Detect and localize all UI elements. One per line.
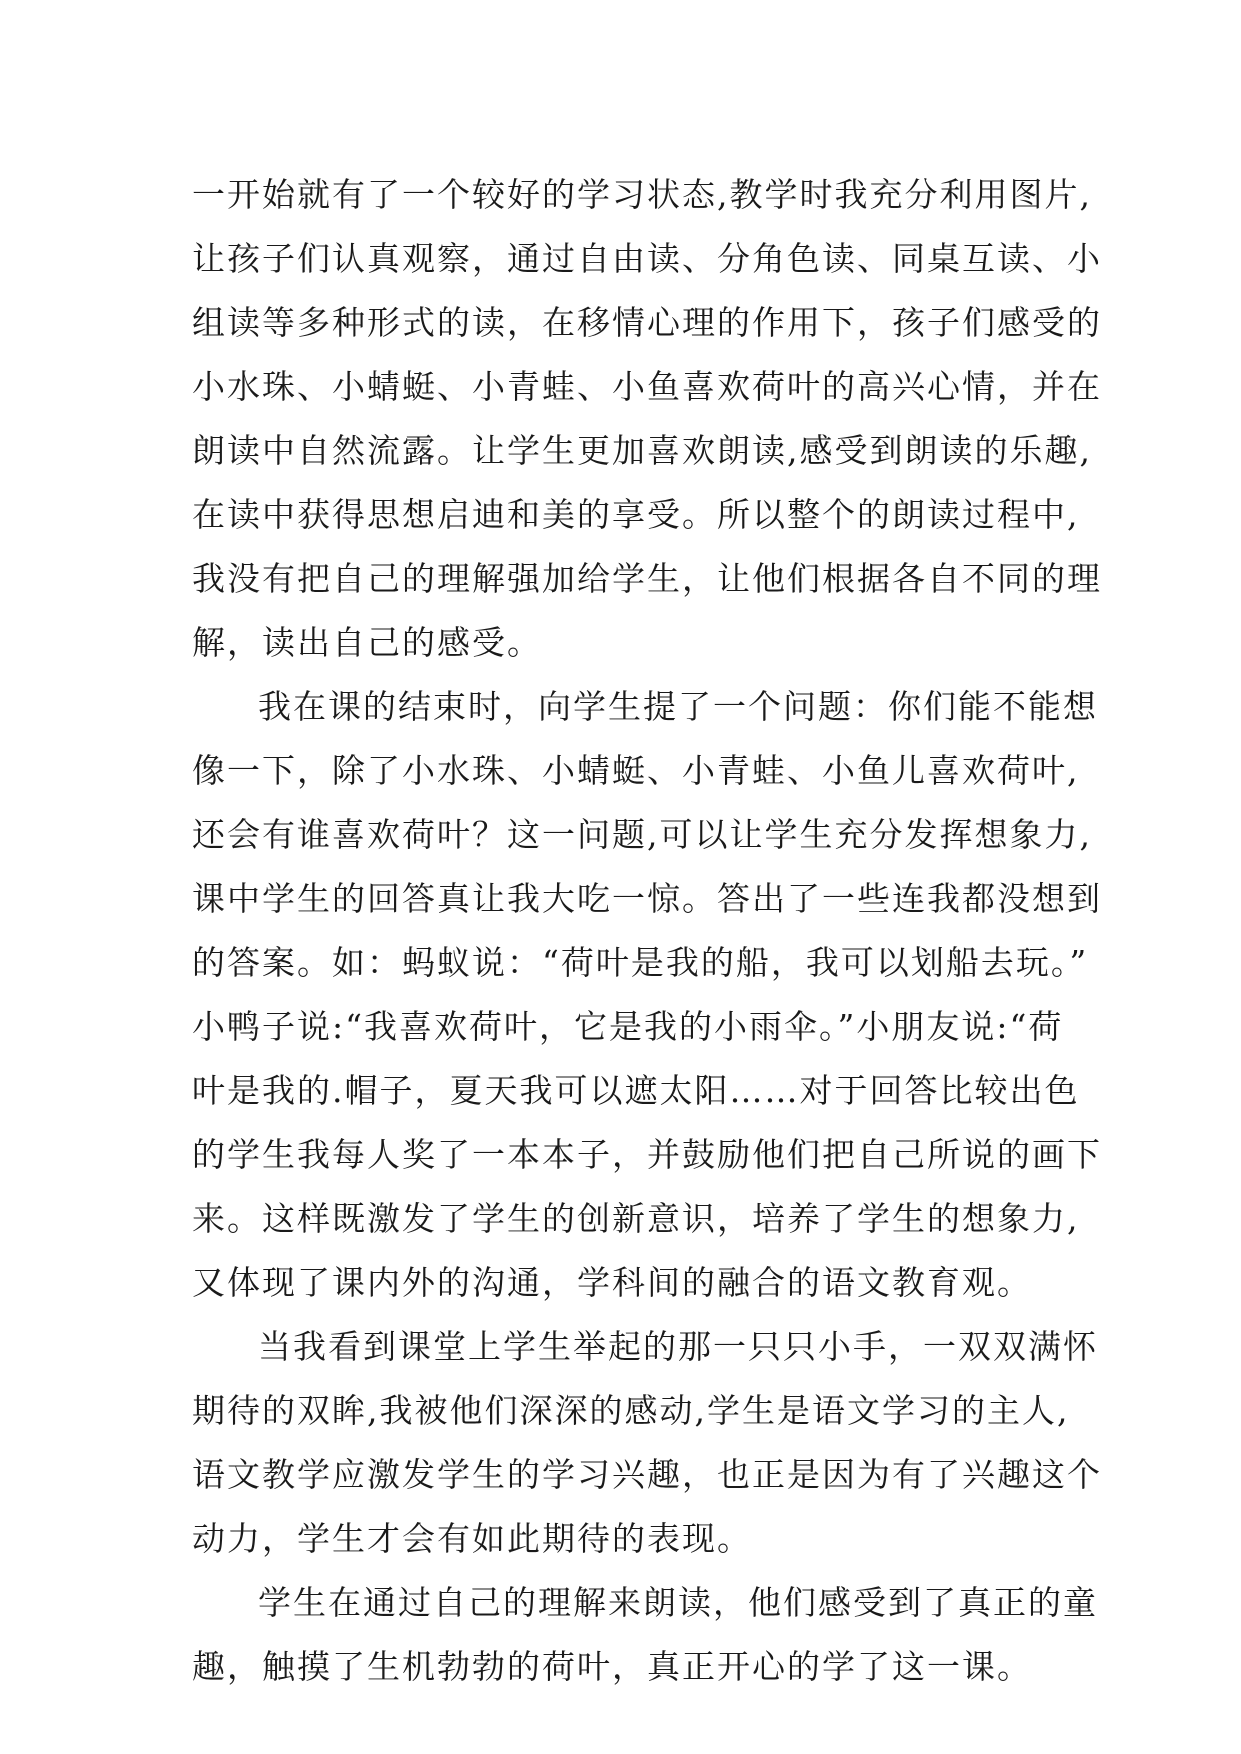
text-line: 在读中获得思想启迪和美的享受。所以整个的朗读过程中, bbox=[192, 495, 1080, 534]
text-line: 像一下，除了小水珠、小蜻蜓、小青蛙、小鱼儿喜欢荷叶, bbox=[192, 751, 1080, 790]
text-line: 朗读中自然流露。让学生更加喜欢朗读,感受到朗读的乐趣, bbox=[192, 431, 1092, 470]
text-line: 解，读出自己的感受。 bbox=[192, 623, 542, 662]
text-line: 的学生我每人奖了一本本子，并鼓励他们把自己所说的画下 bbox=[192, 1135, 1102, 1174]
paragraph-4 bbox=[192, 1571, 1098, 1699]
paragraph-2 bbox=[192, 675, 1102, 1315]
text-line: 又体现了课内外的沟通，学科间的融合的语文教育观。 bbox=[192, 1263, 1032, 1302]
text-line: 课中学生的回答真让我大吃一惊。答出了一些连我都没想到 bbox=[192, 879, 1102, 918]
text-line: 学生在通过自己的理解来朗读，他们感受到了真正的童 bbox=[258, 1583, 1098, 1622]
text-line: 当我看到课堂上学生举起的那一只只小手，一双双满怀 bbox=[258, 1327, 1098, 1366]
text-line: 组读等多种形式的读，在移情心理的作用下，孩子们感受的 bbox=[192, 303, 1102, 342]
text-line: 小鸭子说:“我喜欢荷叶，它是我的小雨伞。”小朋友说:“荷 bbox=[192, 1007, 1064, 1046]
text-line: 的答案。如：蚂蚁说：“荷叶是我的船，我可以划船去玩。” bbox=[192, 943, 1089, 982]
text-line: 还会有谁喜欢荷叶？这一问题,可以让学生充分发挥想象力, bbox=[192, 815, 1092, 854]
text-line: 小水珠、小蜻蜓、小青蛙、小鱼喜欢荷叶的高兴心情，并在 bbox=[192, 367, 1102, 406]
paragraph-1 bbox=[192, 163, 1102, 675]
text-line: 我没有把自己的理解强加给学生，让他们根据各自不同的理 bbox=[192, 559, 1102, 598]
text-line: 来。这样既激发了学生的创新意识，培养了学生的想象力, bbox=[192, 1199, 1080, 1238]
document-body bbox=[192, 163, 1102, 1699]
text-line: 我在课的结束时，向学生提了一个问题：你们能不能想 bbox=[258, 687, 1098, 726]
text-line: 语文教学应激发学生的学习兴趣，也正是因为有了兴趣这个 bbox=[192, 1455, 1102, 1494]
text-line: 叶是我的.帽子，夏天我可以遮太阳……对于回答比较出色 bbox=[192, 1071, 1080, 1110]
paragraph-3 bbox=[192, 1315, 1102, 1571]
text-line: 趣，触摸了生机勃勃的荷叶，真正开心的学了这一课。 bbox=[192, 1647, 1032, 1686]
text-line: 动力，学生才会有如此期待的表现。 bbox=[192, 1519, 752, 1558]
text-line: 期待的双眸,我被他们深深的感动,学生是语文学习的主人, bbox=[192, 1391, 1070, 1430]
text-line: 让孩子们认真观察，通过自由读、分角色读、同桌互读、小 bbox=[192, 239, 1102, 278]
text-line: 一开始就有了一个较好的学习状态,教学时我充分利用图片, bbox=[192, 175, 1092, 214]
